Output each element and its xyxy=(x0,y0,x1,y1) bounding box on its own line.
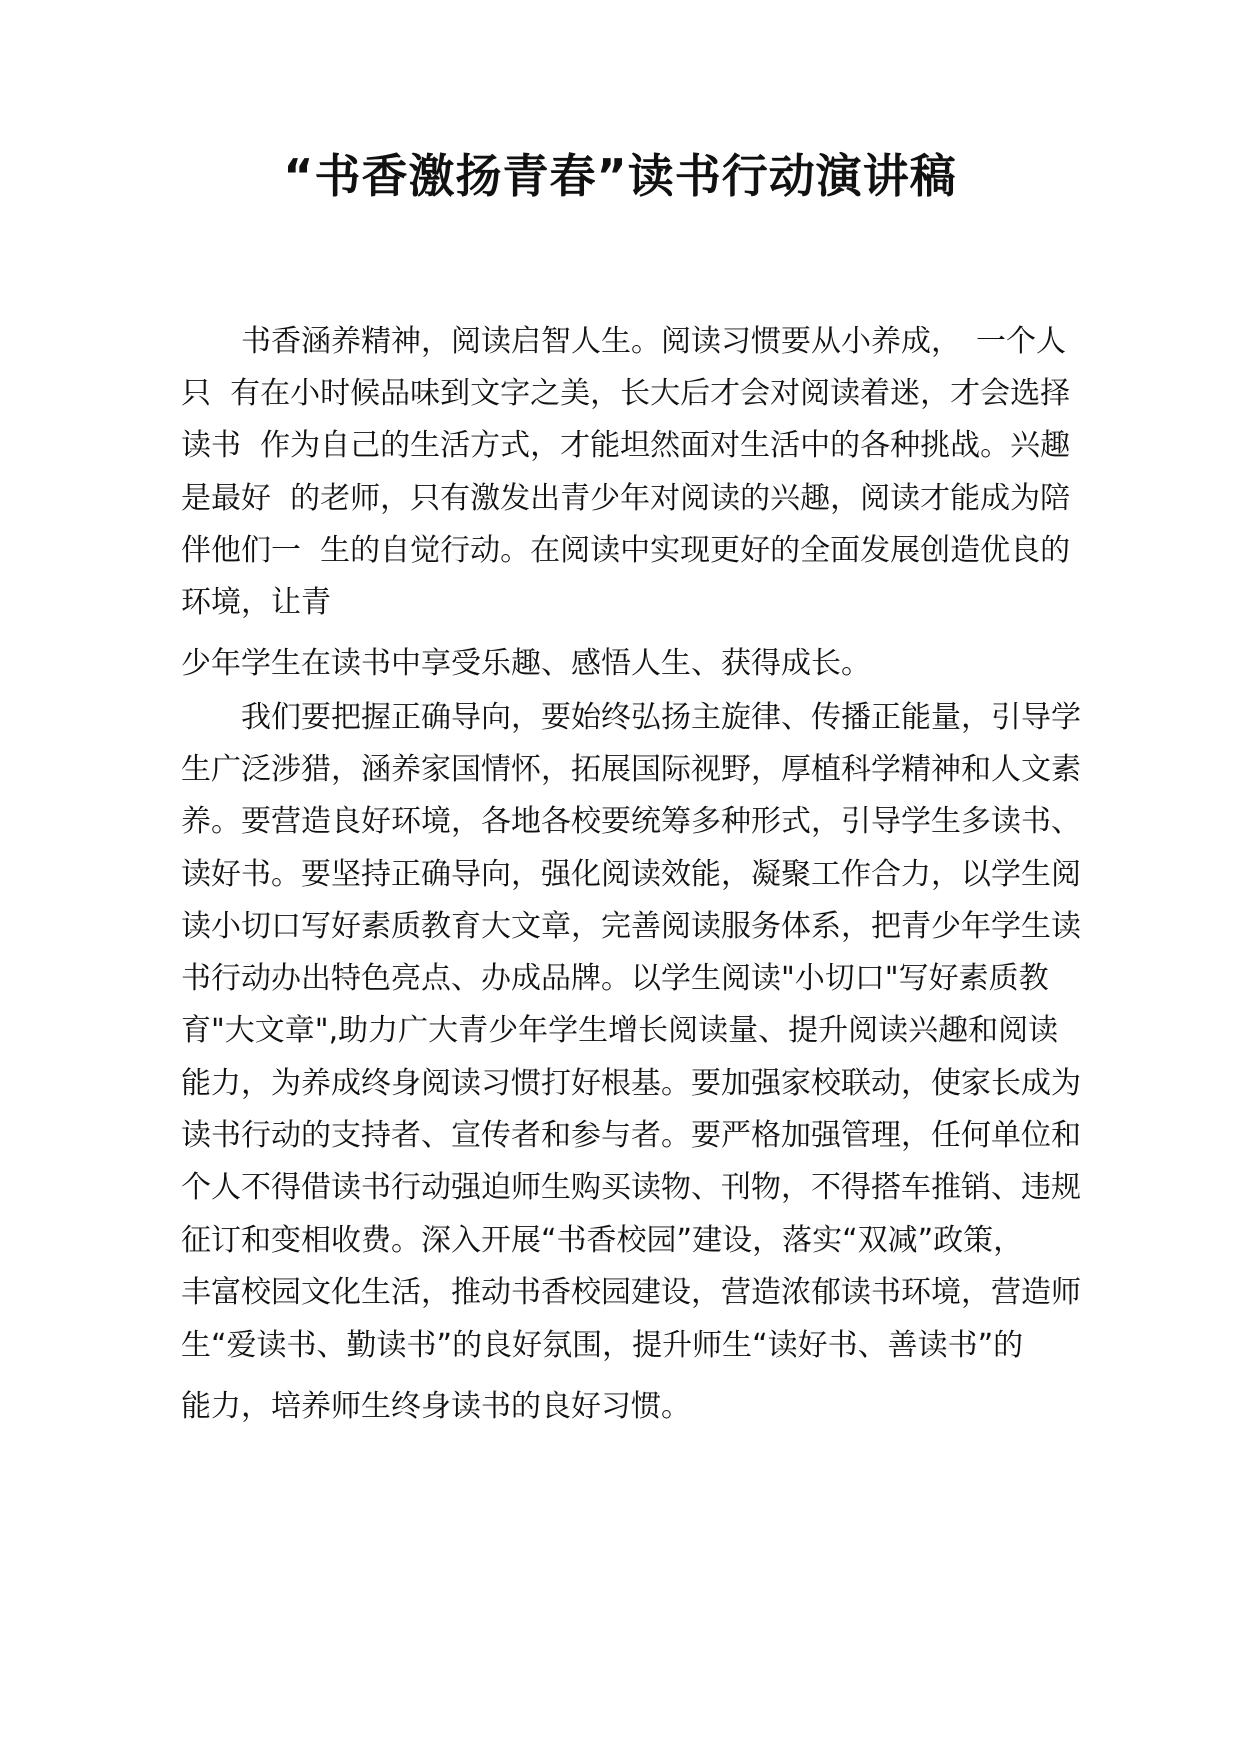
text-line: 少年学生在读书中享受乐趣、感悟人生、获得成长。 xyxy=(181,646,871,681)
text-line: 书行动办出特色亮点、办成品牌。以学生阅读"小切口"写好素质教 xyxy=(181,961,1049,996)
text-line: 生“爱读书、勤读书”的良好氛围，提升师生“读好书、善读书”的 xyxy=(181,1328,1024,1363)
text-line: 养。要营造良好环境，各地各校要统筹多种形式，引导学生多读书、 xyxy=(181,804,1081,839)
text-line: 环境，让青 xyxy=(181,585,331,620)
text-line: 个人不得借读书行动强迫师生购买读物、刊物，不得搭车推销、违规 xyxy=(181,1170,1081,1205)
text-line: 读书 作为自己的生活方式，才能坦然面对生活中的各种挑战。兴趣 xyxy=(181,428,1071,463)
text-line: 读好书。要坚持正确导向，强化阅读效能，凝聚工作合力，以学生阅 xyxy=(181,857,1081,892)
text-line: 是最好 的老师，只有激发出青少年对阅读的兴趣，阅读才能成为陪 xyxy=(181,481,1071,516)
text-line: 读书行动的支持者、宣传者和参与者。要严格加强管理，任何单位和 xyxy=(181,1118,1081,1153)
text-line: 征订和变相收费。深入开展“书香校园”建设，落实“双减”政策， xyxy=(181,1223,1024,1258)
text-line: 我们要把握正确导向，要始终弘扬主旋律、传播正能量，引导学 xyxy=(181,700,1081,735)
text-line: 能力，为养成终身阅读习惯打好根基。要加强家校联动，使家长成为 xyxy=(181,1066,1081,1101)
text-line: 生广泛涉猎，涵养家国情怀，拓展国际视野，厚植科学精神和人文素 xyxy=(181,752,1081,787)
document-title: “书香激扬青春”读书行动演讲稿 xyxy=(283,149,957,203)
text-line: 能力，培养师生终身读书的良好习惯。 xyxy=(181,1389,691,1424)
text-line: 书香涵养精神，阅读启智人生。阅读习惯要从小养成， 一个人 xyxy=(181,324,1066,359)
text-line: 育"大文章",助力广大青少年学生增长阅读量、提升阅读兴趣和阅读 xyxy=(181,1013,1059,1048)
text-line: 读小切口写好素质教育大文章，完善阅读服务体系，把青少年学生读 xyxy=(181,909,1081,944)
text-line: 伴他们一 生的自觉行动。在阅读中实现更好的全面发展创造优良的 xyxy=(181,533,1071,568)
text-line: 丰富校园文化生活，推动书香校园建设，营造浓郁读书环境，营造师 xyxy=(181,1275,1081,1310)
text-line: 只 有在小时候品味到文字之美，长大后才会对阅读着迷，才会选择 xyxy=(181,376,1071,411)
